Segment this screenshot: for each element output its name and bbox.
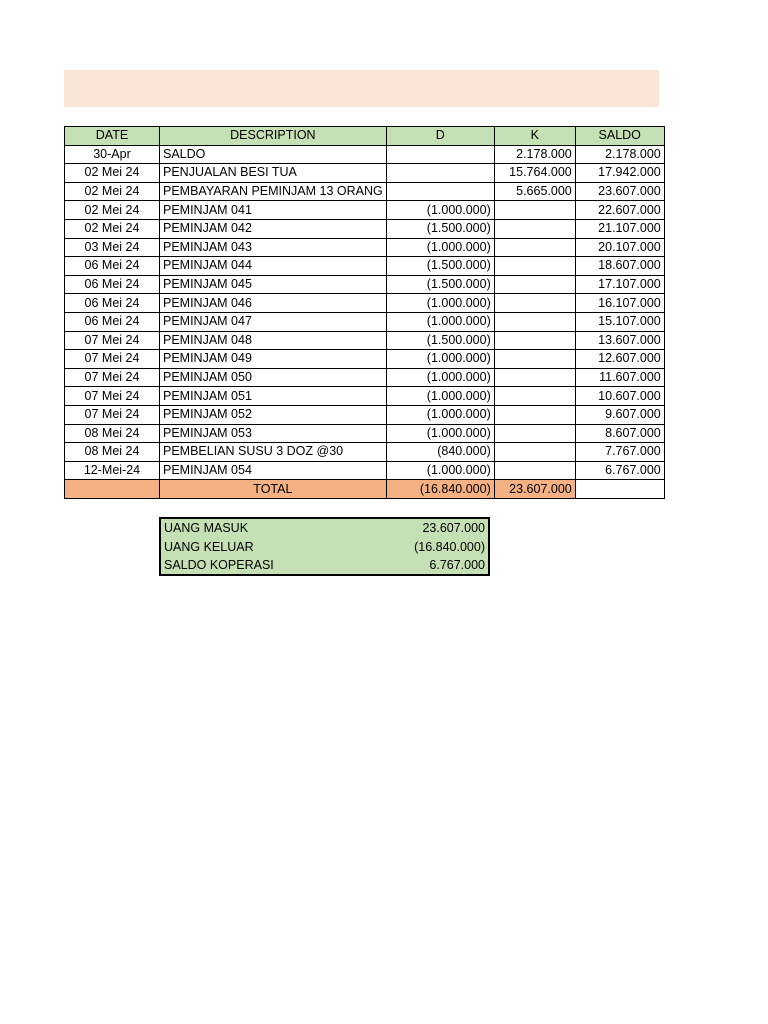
cell-k — [494, 331, 575, 350]
table-row — [65, 219, 665, 238]
cell-description: PEMINJAM 049 — [160, 350, 387, 369]
cell-saldo: 13.607.000 — [575, 331, 664, 350]
table-row — [65, 312, 665, 331]
cell-saldo: 6.767.000 — [575, 461, 664, 480]
cell-date: 03 Mei 24 — [65, 238, 160, 257]
cell-description: PEMINJAM 043 — [160, 238, 387, 257]
cell-d: (1.000.000) — [386, 368, 494, 387]
cell-date: 08 Mei 24 — [65, 443, 160, 462]
cell-date: 08 Mei 24 — [65, 424, 160, 443]
header-k: K — [494, 127, 575, 146]
cell-saldo: 11.607.000 — [575, 368, 664, 387]
summary-row — [160, 537, 489, 555]
summary-body — [160, 518, 489, 575]
cell-k — [494, 294, 575, 313]
cell-k — [494, 201, 575, 220]
cell-saldo: 16.107.000 — [575, 294, 664, 313]
cell-k — [494, 257, 575, 276]
cell-date: 06 Mei 24 — [65, 275, 160, 294]
cell-d: (1.000.000) — [386, 238, 494, 257]
table-row — [65, 368, 665, 387]
cell-saldo: 12.607.000 — [575, 350, 664, 369]
cell-d — [386, 145, 494, 164]
cell-date: 07 Mei 24 — [65, 368, 160, 387]
table-row — [65, 331, 665, 350]
cell-date: 12-Mei-24 — [65, 461, 160, 480]
table-row — [65, 238, 665, 257]
title-band — [64, 70, 659, 107]
cell-k: 2.178.000 — [494, 145, 575, 164]
summary-row — [160, 556, 489, 575]
cell-saldo: 17.942.000 — [575, 164, 664, 183]
cell-description: PEMBELIAN SUSU 3 DOZ @30 — [160, 443, 387, 462]
cell-k — [494, 368, 575, 387]
cell-description: PEMINJAM 044 — [160, 257, 387, 276]
table-row — [65, 275, 665, 294]
cell-d — [386, 182, 494, 201]
cell-d: (840.000) — [386, 443, 494, 462]
cell-saldo: 15.107.000 — [575, 312, 664, 331]
cell-d — [386, 164, 494, 183]
cell-d: (1.000.000) — [386, 387, 494, 406]
summary-table — [159, 517, 490, 576]
summary-label: UANG KELUAR — [164, 539, 254, 554]
table-row — [65, 201, 665, 220]
cell-date: 02 Mei 24 — [65, 164, 160, 183]
table-row — [65, 182, 665, 201]
cell-d: (1.000.000) — [386, 405, 494, 424]
ledger-header-row — [65, 127, 665, 146]
cell-k: 5.665.000 — [494, 182, 575, 201]
table-row — [65, 461, 665, 480]
cell-date: 07 Mei 24 — [65, 387, 160, 406]
table-row — [65, 164, 665, 183]
cell-date: 07 Mei 24 — [65, 350, 160, 369]
header-date: DATE — [65, 127, 160, 146]
ledger-table — [64, 126, 665, 499]
cell-d: (1.000.000) — [386, 424, 494, 443]
cell-date: 02 Mei 24 — [65, 182, 160, 201]
cell-description: PEMINJAM 042 — [160, 219, 387, 238]
cell-date: 06 Mei 24 — [65, 312, 160, 331]
cell-description: PEMINJAM 053 — [160, 424, 387, 443]
table-row — [65, 350, 665, 369]
cell-k — [494, 405, 575, 424]
ledger-total-row — [65, 480, 665, 499]
cell-date: 07 Mei 24 — [65, 331, 160, 350]
cell-description: PEMINJAM 054 — [160, 461, 387, 480]
summary-value: 6.767.000 — [429, 557, 485, 572]
summary-value: (16.840.000) — [414, 539, 485, 554]
cell-k — [494, 387, 575, 406]
ledger-body — [65, 145, 665, 480]
table-row — [65, 424, 665, 443]
cell-k — [494, 219, 575, 238]
cell-date: 06 Mei 24 — [65, 294, 160, 313]
cell-description: PEMBAYARAN PEMINJAM 13 ORANG — [160, 182, 387, 201]
cell-d: (1.500.000) — [386, 219, 494, 238]
table-row — [65, 294, 665, 313]
header-saldo: SALDO — [575, 127, 664, 146]
cell-date: 06 Mei 24 — [65, 257, 160, 276]
table-row — [65, 405, 665, 424]
cell-description: SALDO — [160, 145, 387, 164]
cell-d: (1.000.000) — [386, 312, 494, 331]
cell-saldo: 20.107.000 — [575, 238, 664, 257]
cell-saldo: 10.607.000 — [575, 387, 664, 406]
table-row — [65, 257, 665, 276]
cell-saldo: 9.607.000 — [575, 405, 664, 424]
cell-saldo: 23.607.000 — [575, 182, 664, 201]
cell-description: PEMINJAM 051 — [160, 387, 387, 406]
cell-k: 15.764.000 — [494, 164, 575, 183]
summary-label: UANG MASUK — [164, 521, 249, 536]
cell-d: (1.000.000) — [386, 350, 494, 369]
cell-description: PEMINJAM 045 — [160, 275, 387, 294]
cell-k — [494, 275, 575, 294]
cell-date: 02 Mei 24 — [65, 219, 160, 238]
cell-saldo: 21.107.000 — [575, 219, 664, 238]
cell-saldo: 18.607.000 — [575, 257, 664, 276]
table-row — [65, 443, 665, 462]
total-date-cell — [65, 480, 160, 499]
cell-saldo: 7.767.000 — [575, 443, 664, 462]
cell-k — [494, 461, 575, 480]
cell-description: PEMINJAM 041 — [160, 201, 387, 220]
cell-d: (1.500.000) — [386, 331, 494, 350]
cell-k — [494, 312, 575, 331]
summary-value: 23.607.000 — [422, 521, 485, 536]
cell-saldo: 22.607.000 — [575, 201, 664, 220]
cell-description: PEMINJAM 047 — [160, 312, 387, 331]
cell-description: PEMINJAM 052 — [160, 405, 387, 424]
cell-saldo: 17.107.000 — [575, 275, 664, 294]
cell-description: PEMINJAM 048 — [160, 331, 387, 350]
cell-k — [494, 350, 575, 369]
cell-d: (1.500.000) — [386, 257, 494, 276]
cell-k — [494, 238, 575, 257]
total-k: 23.607.000 — [494, 480, 575, 499]
cell-k — [494, 443, 575, 462]
summary-label: SALDO KOPERASI — [164, 557, 274, 572]
cell-date: 07 Mei 24 — [65, 405, 160, 424]
cell-d: (1.000.000) — [386, 201, 494, 220]
cell-d: (1.000.000) — [386, 294, 494, 313]
header-d: D — [386, 127, 494, 146]
table-row — [65, 387, 665, 406]
cell-d: (1.500.000) — [386, 275, 494, 294]
total-saldo-cell — [575, 480, 664, 499]
cell-date: 02 Mei 24 — [65, 201, 160, 220]
cell-k — [494, 424, 575, 443]
cell-date: 30-Apr — [65, 145, 160, 164]
cell-description: PEMINJAM 046 — [160, 294, 387, 313]
cell-saldo: 8.607.000 — [575, 424, 664, 443]
table-row — [65, 145, 665, 164]
cell-saldo: 2.178.000 — [575, 145, 664, 164]
cell-description: PEMINJAM 050 — [160, 368, 387, 387]
total-label: TOTAL — [160, 480, 387, 499]
cell-d: (1.000.000) — [386, 461, 494, 480]
summary-row — [160, 518, 489, 537]
total-d: (16.840.000) — [386, 480, 494, 499]
cell-description: PENJUALAN BESI TUA — [160, 164, 387, 183]
header-description: DESCRIPTION — [160, 127, 387, 146]
